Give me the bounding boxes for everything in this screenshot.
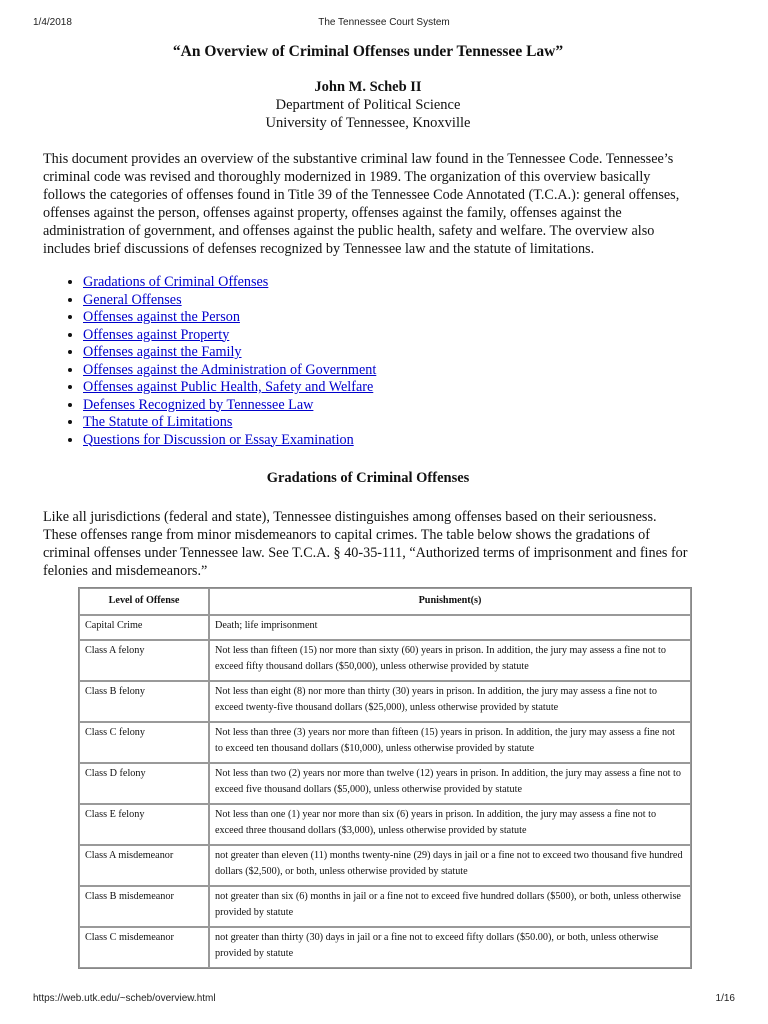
toc-item [83,292,693,310]
toc-item [83,362,693,380]
toc-item [83,327,693,345]
document-body [43,42,693,580]
punishment-cell: Not less than fifteen (15) nor more than sixty (60) years in prison. In addition, the jury may assess a fine not to exceed fifty thousand dollars ($50,000), unless otherwise provided by statute [209,640,691,681]
print-header [33,17,735,31]
intro-paragraph: This document provides an overview of the substantive criminal law found in the Tennessee Code. Tennessee’s criminal code was revised and thoroughly modernized in 1989. The organization of this overview basically follows the categories of offenses found in Title 39 of the Tennessee Code Annotated (T.C.A.): general offenses, offenses against the person, offenses against property, offenses against the family, offenses against the administration of government, and offenses against the public health, safety and welfare. The overview also includes brief discussions of defenses recognized by Tennessee law and the statute of limitations. [43,151,680,257]
toc-item [83,379,693,397]
offense-gradations-table [78,587,692,969]
level-cell: Class B misdemeanor [79,886,209,927]
toc-item [83,432,693,450]
table-row [79,804,691,845]
section-heading: Gradations of Criminal Offenses [266,470,470,486]
punishment-cell: Not less than one (1) year nor more than six (6) years in prison. In addition, the jury may assess a fine not to exceed three thousand dollars ($3,000), unless otherwise provided by statute [209,804,691,845]
section-paragraph: Like all jurisdictions (federal and state), Tennessee distinguishes among offenses based on their seriousness. These offenses range from minor misdemeanors to capital crimes. The table below shows the gradations of criminal offenses under Tennessee law. See T.C.A. § 40-35-111, “Authorized terms of imprisonment and fines for felonies and misdemeanors.” [43,509,688,579]
print-footer [33,993,735,1007]
level-cell: Class D felony [79,763,209,804]
table-row [79,722,691,763]
toc-link-gradations[interactable]: Gradations of Criminal Offenses [83,274,269,290]
punishment-cell: Not less than eight (8) nor more than thirty (30) years in prison. In addition, the jury may assess a fine not to exceed twenty-five thousand dollars ($25,000), unless otherwise provided by statute [209,681,691,722]
column-header-level: Level of Offense [79,588,209,615]
table-row [79,681,691,722]
level-cell: Class C misdemeanor [79,927,209,968]
table-header-row [79,588,691,615]
author-department: Department of Political Science [275,97,461,113]
punishment-cell: Not less than three (3) years nor more than fifteen (15) years in prison. In addition, the jury may assess a fine not to exceed ten thousand dollars ($10,000), unless otherwise provided by statute [209,722,691,763]
column-header-punishment: Punishment(s) [209,588,691,615]
toc-link-offenses-government[interactable]: Offenses against the Administration of Government [83,361,377,378]
punishment-cell: Death; life imprisonment [209,615,691,640]
level-cell: Class A misdemeanor [79,845,209,886]
author-block [43,78,693,132]
punishment-cell: not greater than thirty (30) days in jail or a fine not to exceed fifty dollars ($50.00), or both, unless otherwise provided by statute [209,927,691,968]
author-name: John M. Scheb II [314,79,422,95]
table-row [79,763,691,804]
table-row [79,640,691,681]
table-of-contents [43,274,693,449]
level-cell: Class A felony [79,640,209,681]
document-title: “An Overview of Criminal Offenses under Tennessee Law” [172,43,564,60]
print-url: https://web.utk.edu/~scheb/overview.html [33,993,216,1004]
table-row [79,845,691,886]
table-row [79,927,691,968]
toc-link-offenses-person[interactable]: Offenses against the Person [83,309,240,325]
toc-link-statute-limitations[interactable]: The Statute of Limitations [83,414,233,430]
toc-link-defenses[interactable]: Defenses Recognized by Tennessee Law [83,396,314,413]
toc-link-offenses-public-health[interactable]: Offenses against Public Health, Safety and Welfare [83,379,374,395]
toc-item [83,397,693,415]
print-date: 1/4/2018 [33,17,72,28]
print-page-number: 1/16 [715,993,735,1004]
print-page-title: The Tennessee Court System [318,17,450,28]
punishment-cell: Not less than two (2) years nor more than twelve (12) years in prison. In addition, the jury may assess a fine not to exceed five thousand dollars ($5,000), unless otherwise provided by statute [209,763,691,804]
toc-item [83,414,693,432]
table-row [79,886,691,927]
toc-item [83,274,693,292]
level-cell: Class C felony [79,722,209,763]
toc-link-questions[interactable]: Questions for Discussion or Essay Examination [83,431,354,448]
level-cell: Class B felony [79,681,209,722]
toc-item [83,309,693,327]
level-cell: Class E felony [79,804,209,845]
toc-link-offenses-family[interactable]: Offenses against the Family [83,344,242,360]
punishment-cell: not greater than eleven (11) months twenty-nine (29) days in jail or a fine not to exceed two thousand five hundred dollars ($2,500), or both, unless otherwise provided by statute [209,845,691,886]
toc-item [83,344,693,362]
toc-link-offenses-property[interactable]: Offenses against Property [83,326,230,343]
punishment-cell: not greater than six (6) months in jail or a fine not to exceed five hundred dollars ($500), or both, unless otherwise provided by statute [209,886,691,927]
level-cell: Capital Crime [79,615,209,640]
toc-link-general-offenses[interactable]: General Offenses [83,291,182,308]
table-row [79,615,691,640]
author-university: University of Tennessee, Knoxville [265,115,471,131]
